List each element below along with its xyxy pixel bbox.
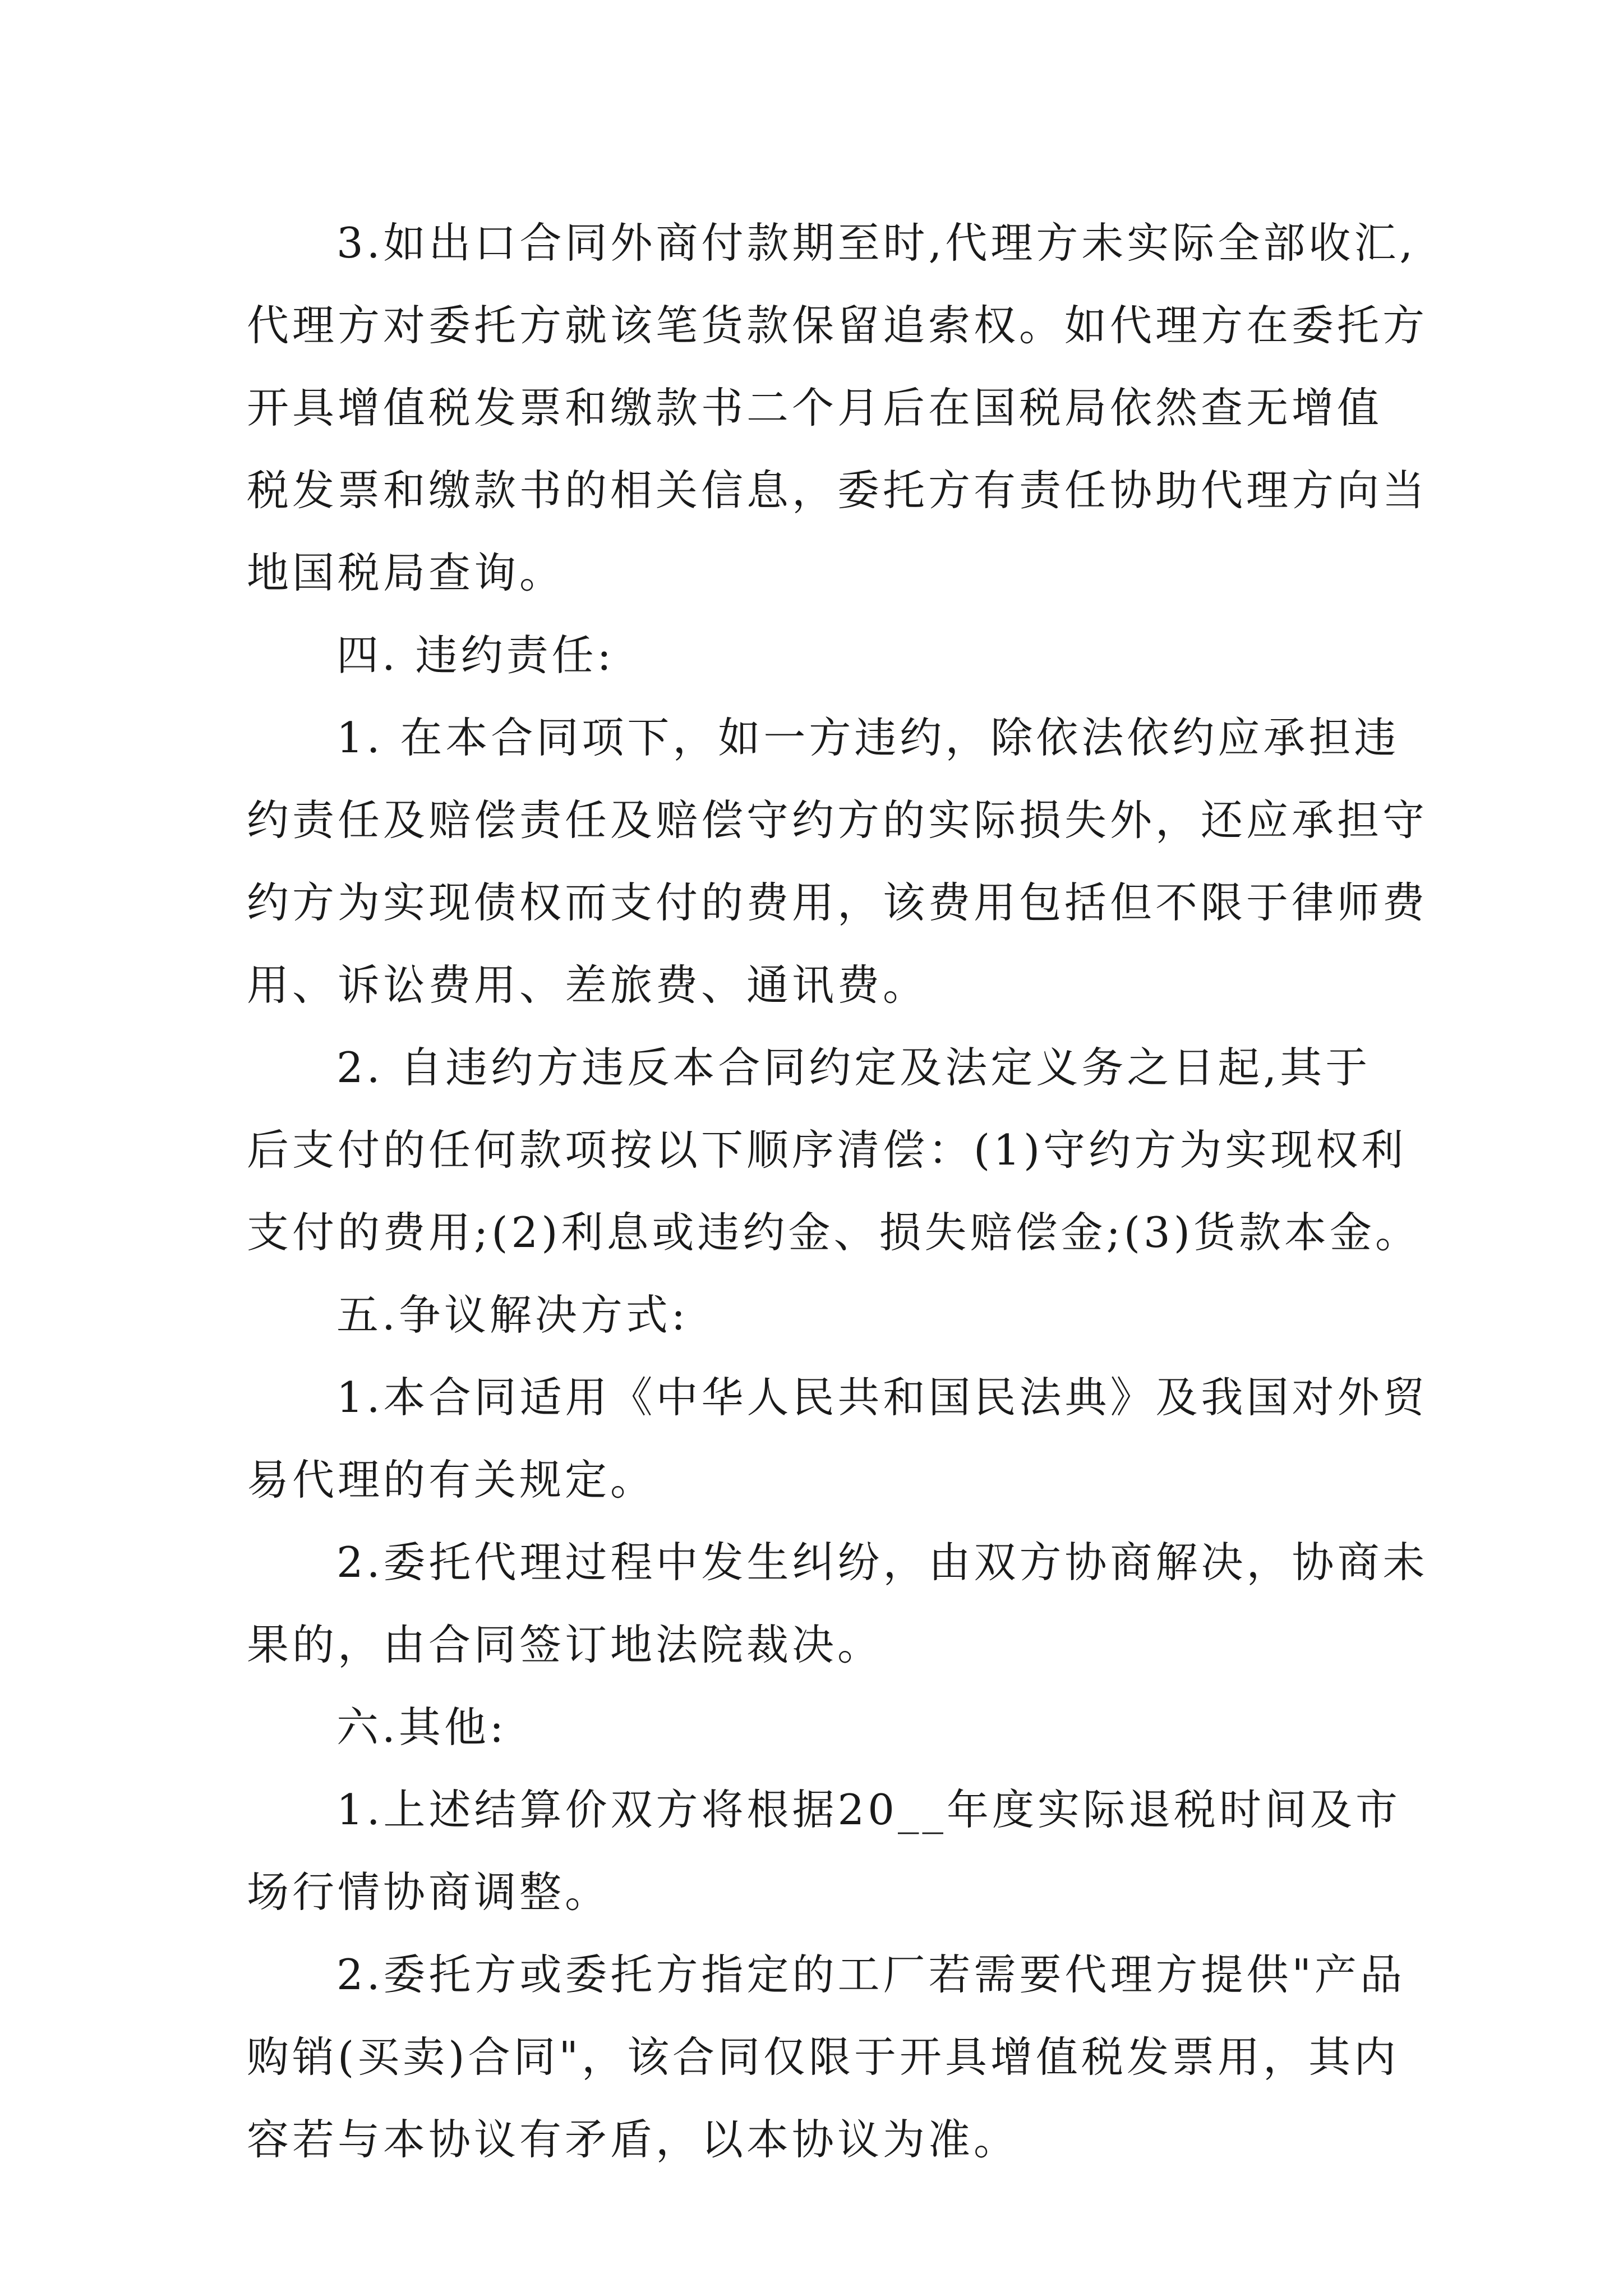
text-line: 2. 自违约方违反本合同约定及法定义务之日起,其于	[336, 1043, 1371, 1092]
text-line: 用、诉讼费用、差旅费、通讯费。	[247, 960, 929, 1010]
section-heading: 六.其他:	[336, 1703, 508, 1752]
text-line: 开具增值税发票和缴款书二个月后在国税局依然查无增值	[247, 383, 1383, 432]
text-line: 1. 在本合同项下，如一方违约，除依法依约应承担违	[336, 713, 1400, 762]
text-line: 1.上述结算价双方将根据20__年度实际退税时间及市	[336, 1785, 1401, 1834]
text-line: 约责任及赔偿责任及赔偿守约方的实际损失外，还应承担守	[247, 795, 1428, 845]
text-line: 容若与本协议有矛盾，以本协议为准。	[247, 2115, 1020, 2164]
document-body	[247, 202, 1436, 2181]
text-line: 购销(买卖)合同"，该合同仅限于开具增值税发票用，其内	[247, 2032, 1400, 2082]
text-line: 果的，由合同签订地法院裁决。	[247, 1620, 883, 1669]
section-heading: 五.争议解决方式:	[336, 1290, 689, 1340]
text-line: 2.委托方或委托方指定的工厂若需要代理方提供"产品	[336, 1950, 1406, 1999]
text-line: 税发票和缴款书的相关信息，委托方有责任协助代理方向当	[247, 466, 1428, 515]
text-line: 代理方对委托方就该笔货款保留追索权。如代理方在委托方	[247, 301, 1428, 350]
text-line: 易代理的有关规定。	[247, 1455, 656, 1504]
text-line: 3.如出口合同外商付款期至时,代理方未实际全部收汇,	[336, 218, 1417, 268]
text-line: 1.本合同适用《中华人民共和国民法典》及我国对外贸	[336, 1373, 1428, 1422]
text-line: 2.委托代理过程中发生纠纷，由双方协商解决，协商未	[336, 1538, 1428, 1587]
text-line: 地国税局查询。	[247, 548, 565, 597]
text-line: 支付的费用;(2)利息或违约金、损失赔偿金;(3)货款本金。	[247, 1208, 1421, 1257]
text-line: 后支付的任何款项按以下顺序清偿：(1)守约方为实现权利	[247, 1125, 1407, 1175]
section-heading: 四. 违约责任:	[336, 631, 615, 680]
text-line: 场行情协商调整。	[247, 1867, 611, 1917]
text-line: 约方为实现债权而支付的费用，该费用包括但不限于律师费	[247, 878, 1428, 927]
